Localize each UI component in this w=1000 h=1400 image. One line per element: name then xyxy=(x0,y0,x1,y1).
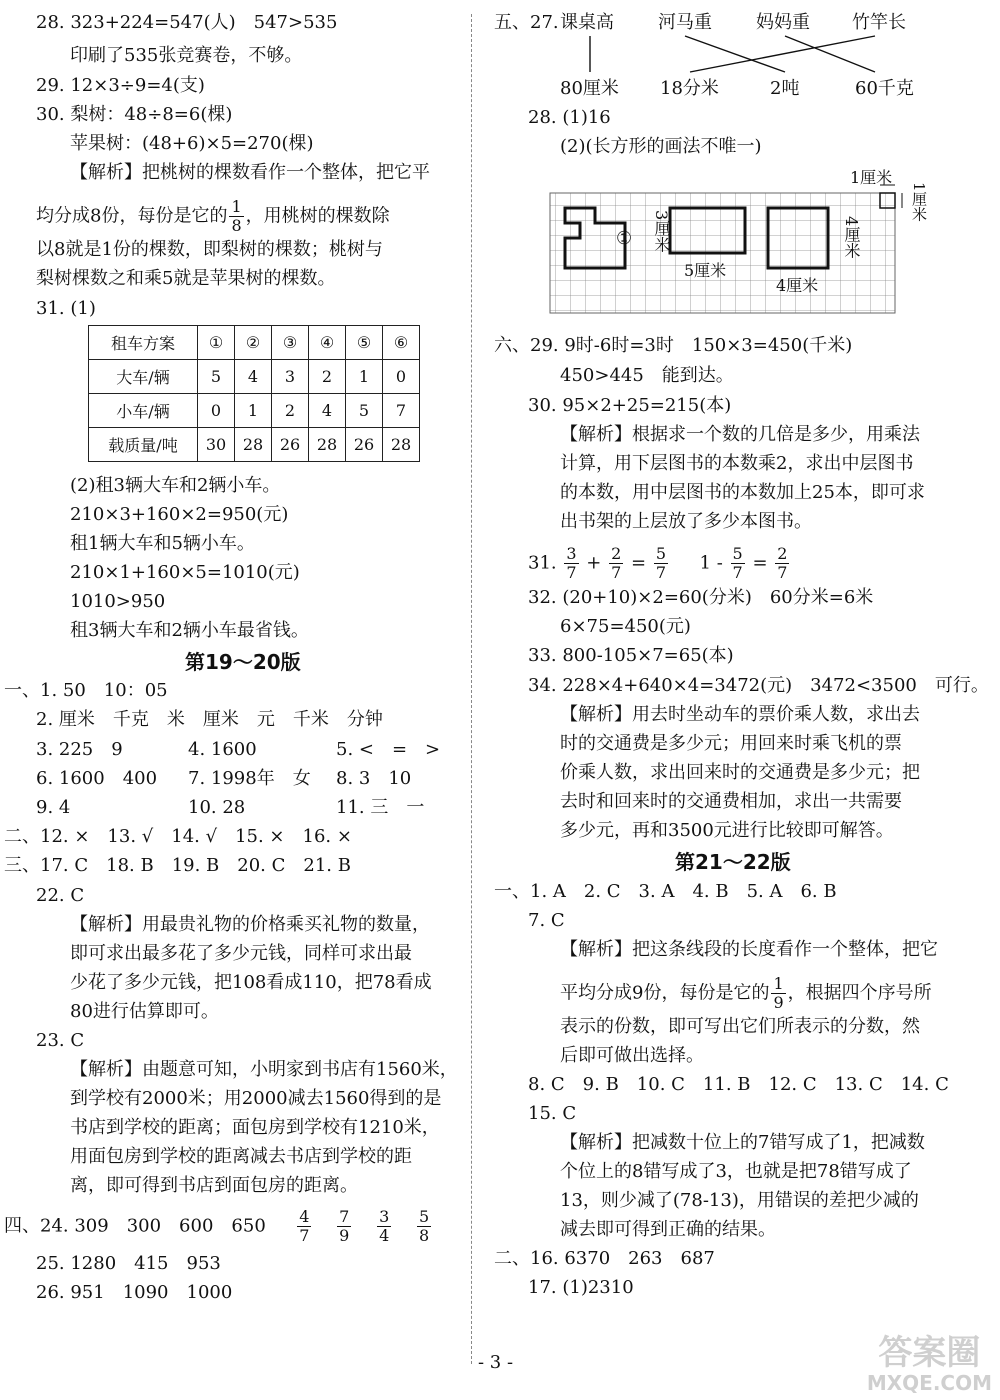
q34-analysis-2: 时的交通费是多少元；用回来时乘飞机的票 xyxy=(560,733,902,754)
q30-analysis-2: 计算，用下层图书的本数乘2，求出中层图书 xyxy=(560,453,914,474)
match-top-2: 河马重 xyxy=(658,12,712,33)
match-top-1: 课桌高 xyxy=(560,12,614,33)
q25: 25. 1280 415 953 xyxy=(36,1253,221,1274)
fraction: $\frac{4}{7}$ xyxy=(299,1207,310,1245)
q30-analysis-3: 的本数，用中层图书的本数加上25本，即可求 xyxy=(560,482,925,503)
watermark: 答案圈 MXQE.COM xyxy=(866,1333,992,1395)
s1-q4: 4. 1600 xyxy=(188,739,257,760)
table-row: 小车/辆 0 1 2 4 5 7 xyxy=(89,394,420,428)
fraction: $\frac{3}{4}$ xyxy=(379,1207,390,1245)
q23-analysis-1: 【解析】由题意可知，小明家到书店有1560米， xyxy=(70,1059,458,1080)
q30-line1: 30. 梨树：48÷8=6(棵) xyxy=(36,104,233,125)
rect2-bottom-label: 4厘米 xyxy=(776,276,819,295)
q31-2-line6: 租3辆大车和2辆小车最省钱。 xyxy=(70,620,309,641)
q23-analysis-3: 书店到学校的距离；面包房到学校有1210米， xyxy=(70,1117,440,1138)
q30: 30. 95×2+25=215(本) xyxy=(528,395,732,416)
q23-analysis-4: 用面包房到学校的距离减去书店到学校的距 xyxy=(70,1146,412,1167)
s1-q3: 3. 225 9 xyxy=(36,739,123,760)
fraction: $\frac{2}{7}$ xyxy=(611,544,622,582)
q28-line1: 28. 323+224=547(人) 547>535 xyxy=(36,12,338,33)
q30-analysis-4: 梨树棵数之和乘5就是苹果树的棵数。 xyxy=(36,268,336,289)
fraction-1-8: $\frac{1}{8}$ xyxy=(231,197,242,235)
rental-table xyxy=(88,325,420,462)
s1-q9: 9. 4 xyxy=(36,797,71,818)
fraction: $\frac{3}{7}$ xyxy=(566,544,577,582)
q29: 29. 12×3÷9=4(支) xyxy=(36,75,205,96)
q7-analysis-1: 【解析】把这条线段的长度看作一个整体，把它 xyxy=(560,939,938,960)
q31-2-line5: 1010>950 xyxy=(70,591,166,612)
rect1-bottom-label: 5厘米 xyxy=(684,261,727,280)
rect1-side-label: 3厘米 xyxy=(652,210,671,253)
q31-fractions: 31. $\frac{3}{7}$ + $\frac{2}{7}$ = $\frac{5}{7}$ 1 - $\frac{5}{7}$ = $\frac{2}{7}$ xyxy=(528,544,788,582)
section-2-answers: 二、12. × 13. √ 14. √ 15. × 16. × xyxy=(4,826,352,847)
match-bottom-3: 2吨 xyxy=(770,78,800,99)
match-bottom-4: 60千克 xyxy=(855,78,914,99)
q15-analysis-1: 【解析】把减数十位上的7错写成了1，把减数 xyxy=(560,1132,925,1153)
q30-analysis-2: 均分成8份，每份是它的 $\frac{1}{8}$ ，用桃树的棵数除 xyxy=(36,197,390,235)
match-bottom-2: 18分米 xyxy=(660,78,719,99)
q31-2-line4: 210×1+160×5=1010(元) xyxy=(70,562,300,583)
q34: 34. 228×4+640×4=3472(元) 3472<3500 可行。 xyxy=(528,675,989,696)
q27-label: 五、27. xyxy=(494,12,559,33)
q33: 33. 800-105×7=65(本) xyxy=(528,645,734,666)
q22-analysis-1: 【解析】用最贵礼物的价格乘买礼物的数量， xyxy=(70,914,430,935)
match-top-4: 竹竿长 xyxy=(852,12,906,33)
q31-2-line2: 210×3+160×2=950(元) xyxy=(70,504,289,525)
s1-q1: 一、1. 50 10：05 xyxy=(4,680,168,701)
s1-q6: 6. 1600 400 xyxy=(36,768,158,789)
q15-analysis-2: 个位上的8错写成了3，也就是把78错写成了 xyxy=(560,1161,912,1182)
s1-q11: 11. 三 一 xyxy=(336,797,425,818)
q30-line2: 苹果树：(48+6)×5=270(棵) xyxy=(70,133,314,154)
q30-analysis-1: 【解析】根据求一个数的几倍是多少，用乘法 xyxy=(560,424,920,445)
q32-line2: 6×75=450(元) xyxy=(560,616,691,637)
q31-2-line1: (2)租3辆大车和2辆小车。 xyxy=(70,475,281,496)
q28-1: 28. (1)16 xyxy=(528,107,611,128)
q26: 26. 951 1090 1000 xyxy=(36,1282,233,1303)
q17: 17. (1)2310 xyxy=(528,1277,634,1298)
q34-analysis-4: 去时和回来时的交通费相加，求出一共需要 xyxy=(560,791,902,812)
s6-q29-line2: 450>445 能到达。 xyxy=(560,365,734,386)
fraction: $\frac{7}{9}$ xyxy=(339,1207,350,1245)
q34-analysis-5: 多少元，再和3500元进行比较即可解答。 xyxy=(560,820,894,841)
q22-analysis-3: 少花了多少元钱，把108看成110，把78看成 xyxy=(70,972,432,993)
s2-q16: 二、16. 6370 263 687 xyxy=(494,1248,715,1269)
q7: 7. C xyxy=(528,910,565,931)
s1-q2: 2. 厘米 千克 米 厘米 元 千米 分钟 xyxy=(36,709,383,730)
unit-label-vertical: 1厘米 xyxy=(910,182,928,222)
s1-q7: 7. 1998年 女 xyxy=(188,768,311,789)
q7-analysis-2: 平均分成9份，每份是它的 $\frac{1}{9}$ ，根据四个序号所 xyxy=(560,974,932,1012)
q34-analysis-1: 【解析】用去时坐动车的票价乘人数，求出去 xyxy=(560,704,920,725)
matching-lines xyxy=(480,0,1000,100)
unit-label-horizontal: 1厘米 xyxy=(850,168,893,187)
q31-label: 31. (1) xyxy=(36,298,96,319)
match-bottom-1: 80厘米 xyxy=(560,78,619,99)
q7-analysis-3: 表示的份数，即可写出它们所表示的分数，然 xyxy=(560,1016,920,1037)
q22-analysis-2: 即可求出最多花了多少元钱，同样可求出最 xyxy=(70,943,412,964)
s1-answers: 一、1. A 2. C 3. A 4. B 5. A 6. B xyxy=(494,881,837,902)
section-3-answers: 三、17. C 18. B 19. B 20. C 21. B xyxy=(4,855,351,876)
s1-q10: 10. 28 xyxy=(188,797,246,818)
table-header-row: 租车方案 ① ② ③ ④ ⑤ ⑥ xyxy=(89,326,420,360)
fraction: $\frac{5}{7}$ xyxy=(655,544,667,582)
q28-line2: 印刷了535张竞赛卷，不够。 xyxy=(70,45,303,66)
section-title-19-20: 第19～20版 xyxy=(185,650,301,674)
q8-14-answers: 8. C 9. B 10. C 11. B 12. C 13. C 14. C xyxy=(528,1074,949,1095)
q15-analysis-4: 减去即可得到正确的结果。 xyxy=(560,1219,776,1240)
q23-analysis-5: 离，即可得到书店到面包房的距离。 xyxy=(70,1175,358,1196)
q22: 22. C xyxy=(36,885,85,906)
rect2-side-label: 4厘米 xyxy=(842,216,861,259)
q32-line1: 32. (20+10)×2=60(分米) 60分米=6米 xyxy=(528,587,874,608)
q24: 四、24. 309 300 600 650 $\frac{4}{7}$ $\frac{7}{9}$ $\frac{3}{4}$ $\frac{5}{8}$ xyxy=(4,1207,430,1245)
column-divider xyxy=(471,14,472,1364)
section-title-21-22: 第21～22版 xyxy=(675,850,791,874)
q15-analysis-3: 13，则少减了(78-13)，用错误的差把少减的 xyxy=(560,1190,919,1211)
s6-q29-line1: 六、29. 9时-6时=3时 150×3=450(千米) xyxy=(494,335,853,356)
q23-analysis-2: 到学校有2000米；用2000减去1560得到的是 xyxy=(70,1088,442,1109)
fraction: $\frac{2}{7}$ xyxy=(777,544,788,582)
match-top-3: 妈妈重 xyxy=(756,12,810,33)
s1-q5: 5. < = > xyxy=(336,739,441,760)
q30-analysis-3: 以8就是1份的棵数，即梨树的棵数；桃树与 xyxy=(36,239,383,260)
s1-q8: 8. 3 10 xyxy=(336,768,412,789)
fraction: $\frac{5}{8}$ xyxy=(419,1207,430,1245)
q22-analysis-4: 80进行估算即可。 xyxy=(70,1001,219,1022)
q31-2-line3: 租1辆大车和5辆小车。 xyxy=(70,533,255,554)
q30-analysis-4: 出书架的上层放了多少本图书。 xyxy=(560,511,812,532)
q34-analysis-3: 价乘人数，求出回来时的交通费是多少元；把 xyxy=(560,762,920,783)
q28-2: (2)(长方形的画法不唯一) xyxy=(560,136,762,157)
q15: 15. C xyxy=(528,1103,577,1124)
fraction: $\frac{5}{7}$ xyxy=(732,544,743,582)
shape-one-label: ① xyxy=(616,228,633,249)
page-number: - 3 - xyxy=(478,1352,514,1373)
q7-analysis-4: 后即可做出选择。 xyxy=(560,1045,704,1066)
fraction-1-9: $\frac{1}{9}$ xyxy=(773,974,784,1012)
q30-analysis-1: 【解析】把桃树的棵数看作一个整体，把它平 xyxy=(70,162,430,183)
table-row: 载质量/吨 30 28 26 28 26 28 xyxy=(89,428,420,462)
q23: 23. C xyxy=(36,1030,85,1051)
table-row: 大车/辆 5 4 3 2 1 0 xyxy=(89,360,420,394)
